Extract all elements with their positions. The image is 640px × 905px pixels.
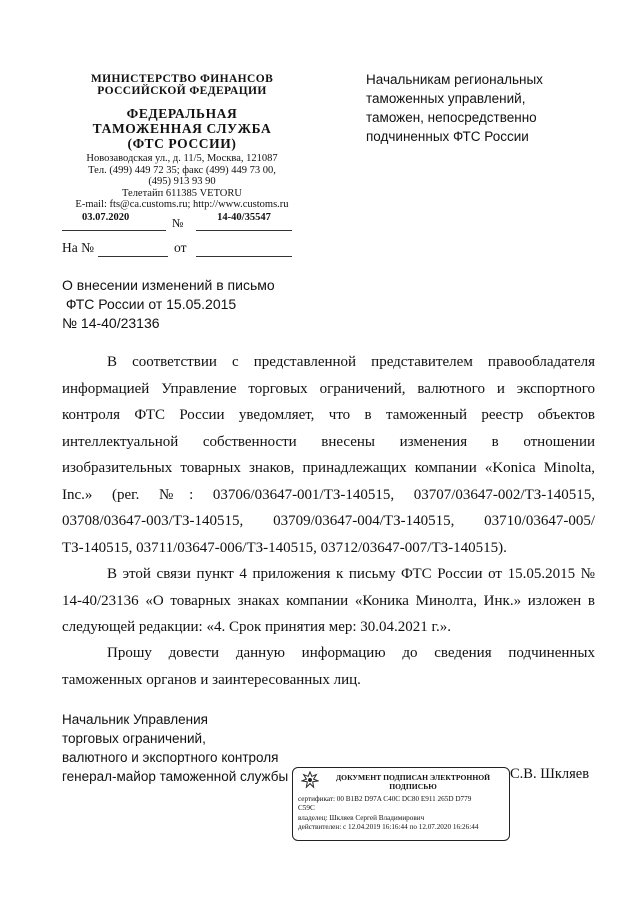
stamp-title (323, 773, 503, 791)
signer-line-3: валютного и экспортного контроля (62, 750, 279, 765)
body-paragraph-1 (62, 349, 595, 561)
reference-date-label: от (174, 240, 187, 255)
stamp-title-line-1: ДОКУМЕНТ ПОДПИСАН ЭЛЕКТРОННОЙ (335, 773, 491, 782)
number-sign: № (172, 216, 184, 230)
recipient-block (366, 70, 596, 146)
signer-line-1: Начальник Управления (62, 712, 208, 727)
recipient-line-2: таможенных управлений, (366, 91, 526, 106)
service-name (62, 106, 302, 151)
recipient-line-4: подчиненных ФТС России (366, 129, 529, 144)
emblem-icon (301, 771, 319, 789)
recipient-line-1: Начальникам региональных (366, 72, 543, 87)
subject-line-2: ФТС России от 15.05.2015 (62, 296, 237, 312)
reg-date-underline (62, 230, 166, 231)
stamp-owner: владелец: Шкляев Сергей Владимирович (298, 813, 425, 822)
stamp-validity: действителен: с 12.04.2019 16:16:44 по 12.07.2020 16:26:44 (298, 823, 479, 832)
reg-number-underline (196, 230, 292, 231)
address-block (62, 153, 302, 211)
electronic-signature-stamp (292, 767, 510, 841)
letter-subject (62, 276, 322, 333)
signer-line-4: генерал-майор таможенной службы (62, 769, 289, 784)
address-line-5: E-mail: fts@ca.customs.ru; http://www.customs.ru (75, 199, 289, 210)
address-line-1: Новозаводская ул., д. 11/5, Москва, 121087 (86, 153, 278, 164)
stamp-certificate: сертификат: 00 B1B2 D97A C40C DC80 E911 265D D779 (298, 795, 472, 803)
reference-number-line (98, 256, 168, 257)
signer-name: С.В. Шкляев (510, 766, 590, 782)
signer-position (62, 710, 288, 786)
stamp-title-line-2: ПОДПИСЬЮ (389, 782, 437, 791)
service-line-1: ФЕДЕРАЛЬНАЯ (126, 106, 238, 121)
address-line-3: (495) 913 93 90 (148, 176, 216, 187)
stamp-certificate-cont: C59C (298, 804, 315, 813)
service-line-2: ТАМОЖЕННАЯ СЛУЖБА (92, 121, 272, 136)
paragraph-2-text: В этой связи пункт 4 приложения к письму ФТС России от 15.05.2015 № 14-40/23136 «О товарных знаках компании «Коника Минолта, Инк.» изложен в следующей редакции: «4. Срок принятия мер: 30.04.2021 г.». (62, 566, 595, 635)
subject-line-3: № 14-40/23136 (62, 315, 160, 331)
service-line-3: (ФТС РОССИИ) (127, 136, 237, 151)
recipient-line-3: таможен, непосредственно (366, 110, 537, 125)
registration-date: 03.07.2020 (82, 212, 130, 223)
subject-line-1: О внесении изменений в письмо (62, 277, 275, 293)
signer-line-2: торговых ограничений, (62, 731, 206, 746)
address-line-2: Тел. (499) 449 72 35; факс (499) 449 73 00, (88, 164, 276, 176)
stamp-details (298, 795, 506, 833)
address-line-4: Телетайп 611385 VETORU (122, 187, 242, 199)
ministry-line-2: РОССИЙСКОЙ ФЕДЕРАЦИИ (97, 85, 267, 97)
paragraph-3-text: Прошу довести данную информацию до сведения подчиненных таможенных органов и заинтересованных лиц. (62, 645, 595, 688)
reference-date-line (196, 256, 292, 257)
registration-number: 14-40/35547 (217, 212, 271, 223)
body-paragraph-2 (62, 561, 595, 641)
body-paragraph-3 (62, 640, 595, 693)
ministry-name (62, 73, 302, 97)
ministry-line-1: МИНИСТЕРСТВО ФИНАНСОВ (90, 73, 274, 85)
reference-number-label: На № (62, 240, 94, 255)
paragraph-1-text: В соответствии с представленной представителем правообладателя информацией Управление торговых ограничений, валютного и экспортного контроля ФТС России уведомляет, что в таможенный реестр объектов интеллектуальной собственности внесены изменения в отношении изобразительных товарных знаков, принадлежащих компании «Konica Minolta, Inc.» (рег. №: 03706/03647-001/ТЗ-140515, 03707/03647-002/ТЗ-140515, 03708/03647-003/ТЗ-140515, 03709/03647-004/ТЗ-140515, 03710/03647-005/ ТЗ-140515, 03711/03647-006/ТЗ-140515, 03712/03647-007/ТЗ-140515). (62, 354, 595, 556)
